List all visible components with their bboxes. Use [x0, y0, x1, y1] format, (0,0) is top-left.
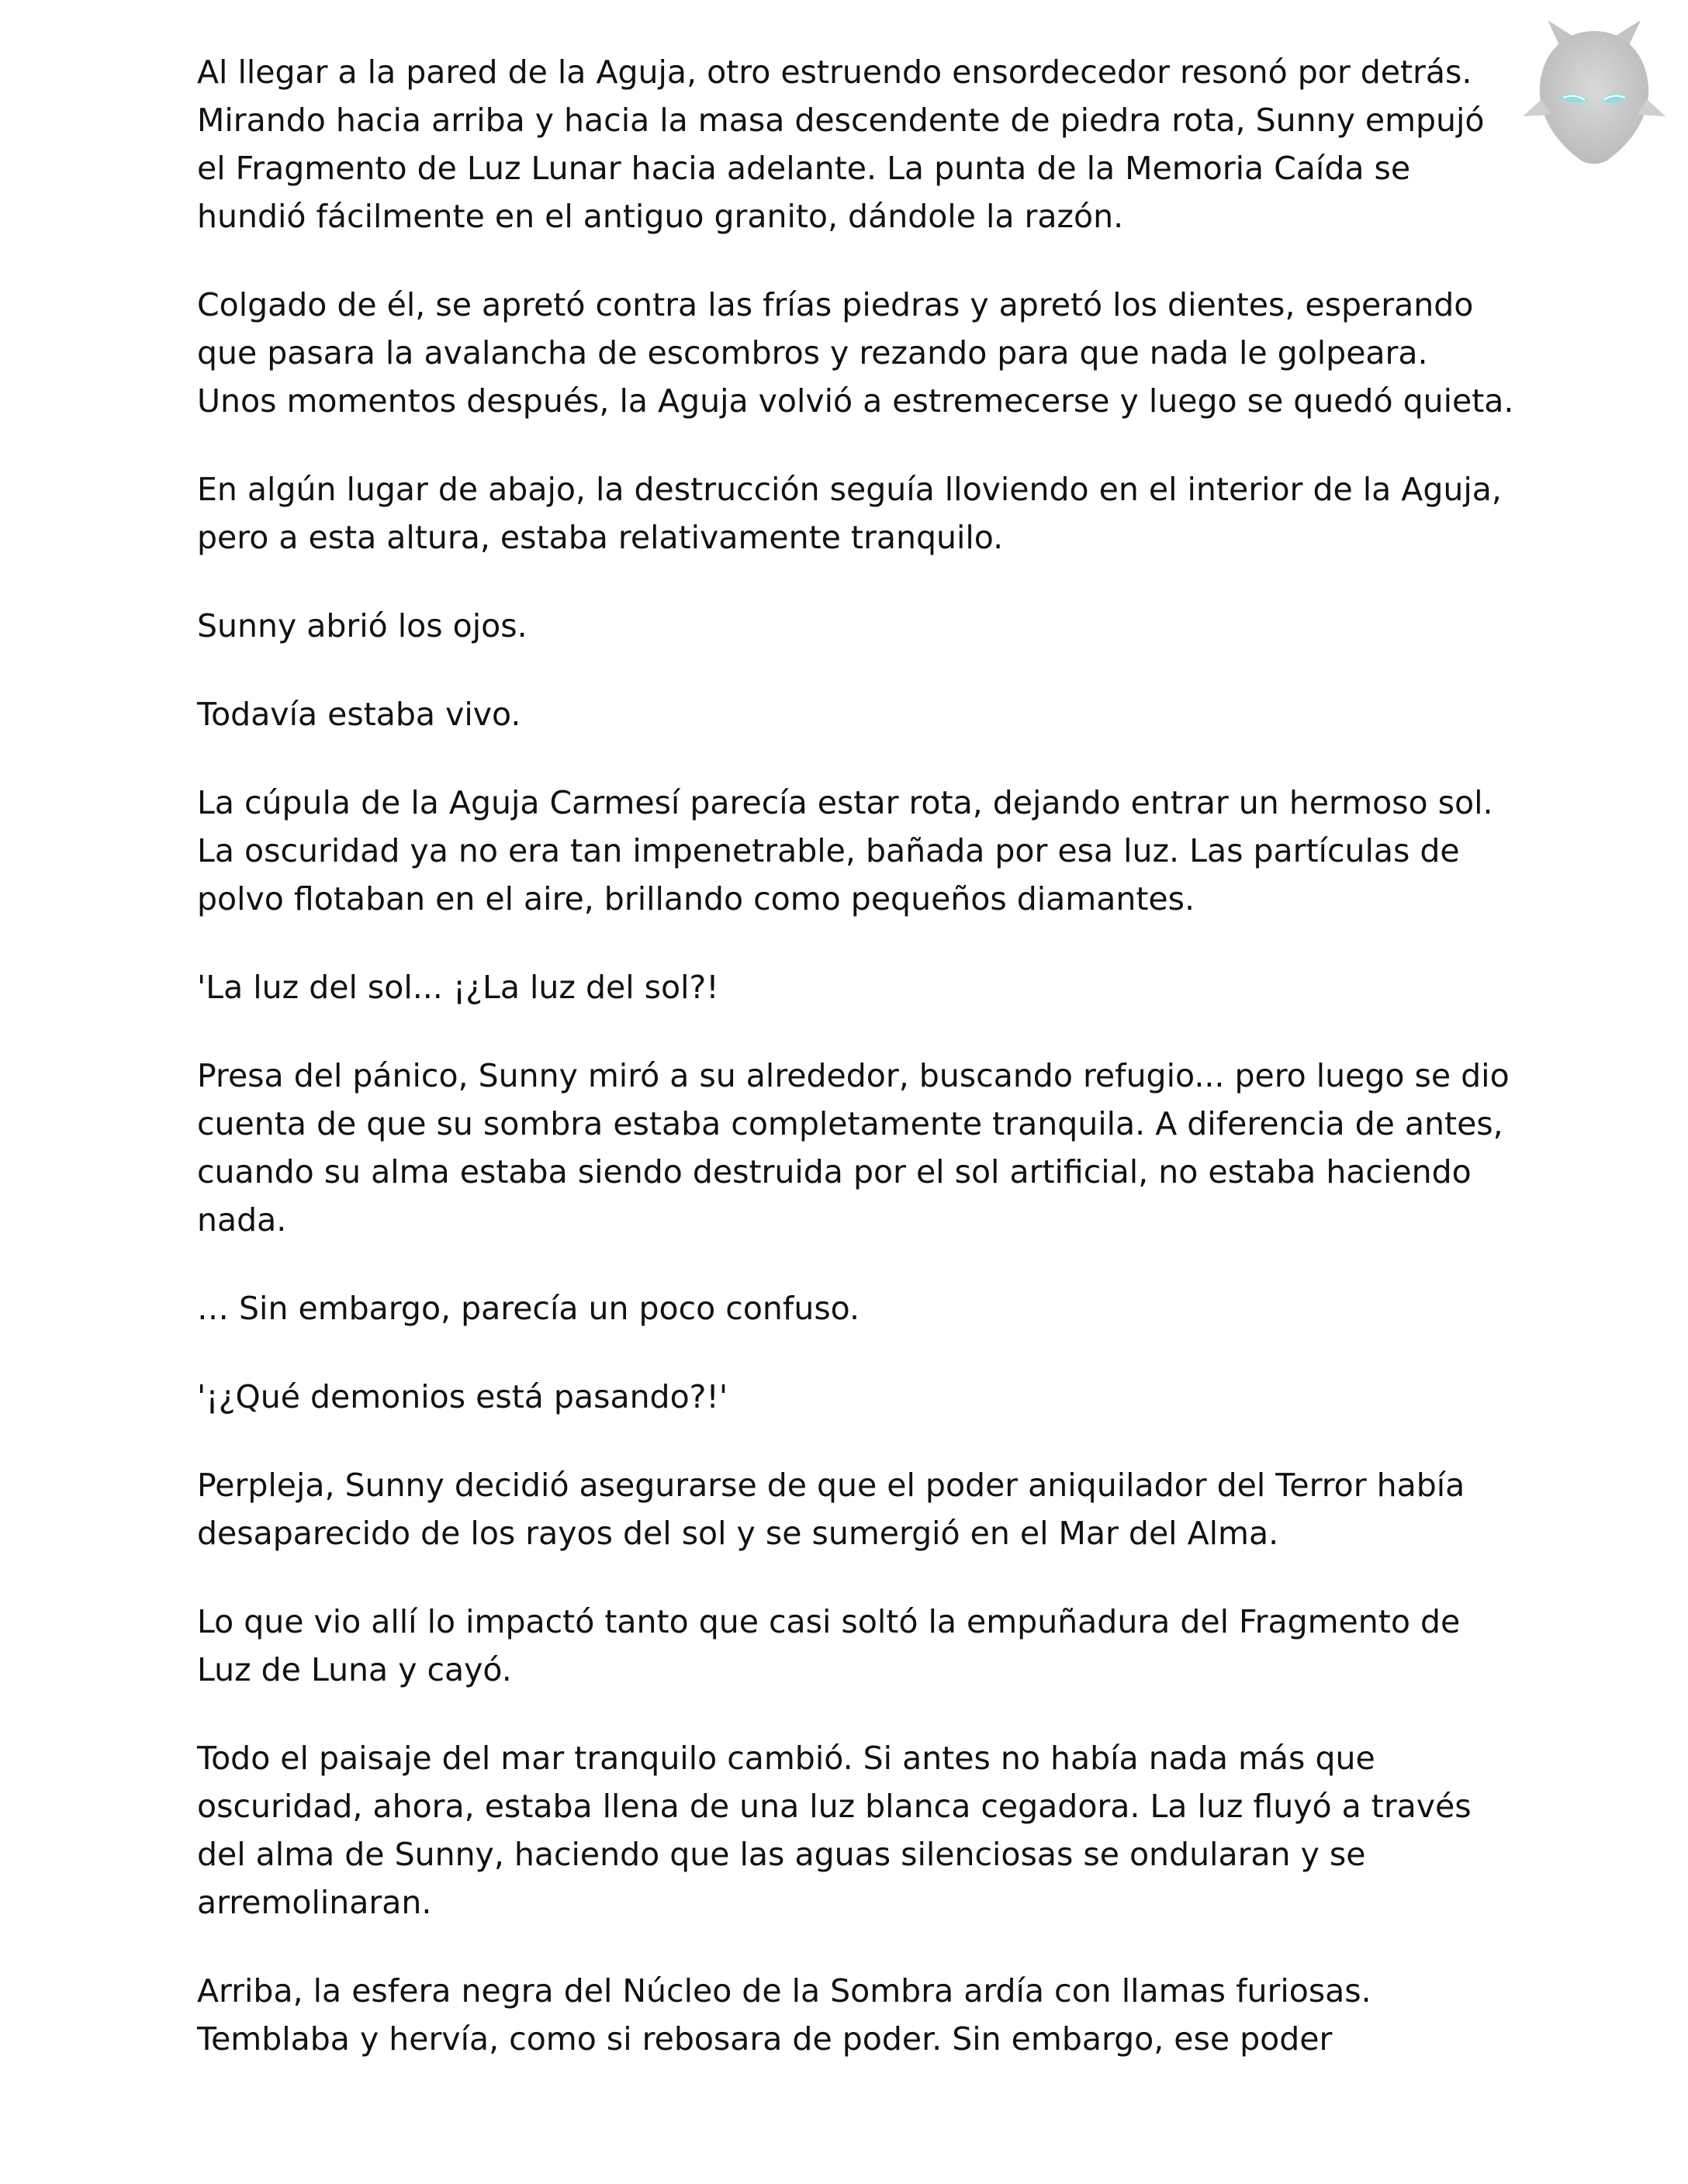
- paragraph-2: Colgado de él, se apretó contra las frías piedras y apretó los dientes, esperando que pasara la avalancha de escombros y rezando para que nada le golpeara. Unos momentos después, la Aguja volvió a estremecerse y luego se quedó quieta.: [197, 286, 1514, 420]
- paragraph-3: En algún lugar de abajo, la destrucción seguía lloviendo en el interior de la Aguja, pero a esta altura, estaba relativamente tranquilo.: [197, 471, 1502, 556]
- demon-head-icon: [1517, 14, 1672, 177]
- body-text: [197, 48, 1516, 2103]
- paragraph-1: Al llegar a la pared de la Aguja, otro estruendo ensordecedor resonó por detrás. Mirando hacia arriba y hacia la masa descendente de piedra rota, Sunny empujó el Fragmento de Luz Lunar hacia adelante. La punta de la Memoria Caída se hundió fácilmente en el antiguo granito, dándole la razón.: [197, 54, 1485, 235]
- paragraph-5: Todavía estaba vivo.: [197, 696, 521, 733]
- paragraph-7: 'La luz del sol... ¡¿La luz del sol?!: [197, 969, 719, 1006]
- watermark-logo: [1517, 14, 1672, 177]
- paragraph-4: Sunny abrió los ojos.: [197, 607, 528, 644]
- paragraph-10: '¡¿Qué demonios está pasando?!': [197, 1378, 728, 1415]
- paragraph-6: La cúpula de la Aguja Carmesí parecía estar rota, dejando entrar un hermoso sol. La oscuridad ya no era tan impenetrable, bañada por esa luz. Las partículas de polvo flotaban en el aire, brillando como pequeños diamantes.: [197, 784, 1493, 917]
- paragraph-14: Arriba, la esfera negra del Núcleo de la Sombra ardía con llamas furiosas. Temblaba y hervía, como si rebosara de poder. Sin embargo, ese poder: [197, 1972, 1372, 2058]
- paragraph-13: Todo el paisaje del mar tranquilo cambió. Si antes no había nada más que oscuridad, ahora, estaba llena de una luz blanca cegadora. La luz fluyó a través del alma de Sunny, haciendo que las aguas silenciosas se ondularan y se arremolinaran.: [197, 1740, 1472, 1921]
- paragraph-8: Presa del pánico, Sunny miró a su alrededor, buscando refugio... pero luego se dio cuenta de que su sombra estaba completamente tranquila. A diferencia de antes, cuando su alma estaba siendo destruida por el sol artificial, no estaba haciendo nada.: [197, 1057, 1510, 1239]
- paragraph-9: … Sin embargo, parecía un poco confuso.: [197, 1290, 860, 1327]
- paragraph-12: Lo que vio allí lo impactó tanto que casi soltó la empuñadura del Fragmento de Luz de Luna y cayó.: [197, 1603, 1461, 1688]
- paragraph-11: Perpleja, Sunny decidió asegurarse de que el poder aniquilador del Terror había desaparecido de los rayos del sol y se sumergió en el Mar del Alma.: [197, 1467, 1465, 1552]
